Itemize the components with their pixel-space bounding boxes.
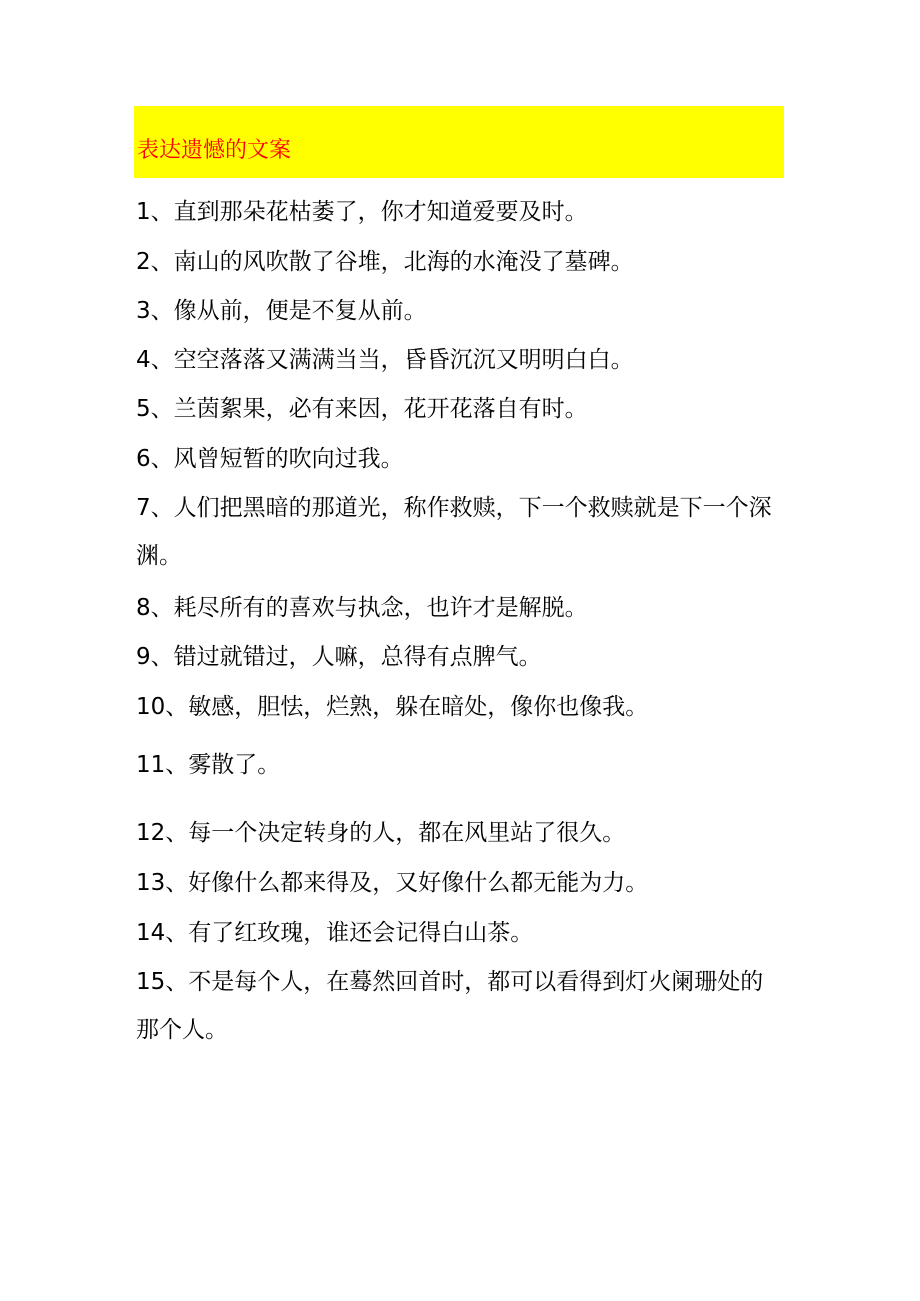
list-item-11: 11、雾散了。 — [136, 752, 281, 778]
list-item-4: 4、空空落落又满满当当，昏昏沉沉又明明白白。 — [136, 347, 634, 373]
list-item-7: 7、人们把黑暗的那道光，称作救赎，下一个救赎就是下一个深渊。 — [136, 495, 772, 569]
document-title: 表达遗憾的文案 — [137, 138, 292, 163]
list-item-1: 1、直到那朵花枯萎了，你才知道爱要及时。 — [136, 199, 588, 225]
list-item-10: 10、敏感，胆怯，烂熟，躲在暗处，像你也像我。 — [136, 694, 649, 720]
list-item-3: 3、像从前，便是不复从前。 — [136, 298, 427, 324]
list-item-13: 13、好像什么都来得及，又好像什么都无能为力。 — [136, 870, 649, 896]
title-highlight-band — [134, 106, 784, 178]
list-item-2: 2、南山的风吹散了谷堆，北海的水淹没了墓碑。 — [136, 249, 634, 275]
list-item-9: 9、错过就错过，人嘛，总得有点脾气。 — [136, 644, 542, 670]
list-item-12: 12、每一个决定转身的人，都在风里站了很久。 — [136, 820, 626, 846]
list-item-14: 14、有了红玫瑰，谁还会记得白山茶。 — [136, 920, 534, 946]
list-item-5: 5、兰茵絮果，必有来因，花开花落自有时。 — [136, 396, 588, 422]
list-item-6: 6、风曾短暂的吹向过我。 — [136, 446, 404, 472]
list-item-15: 15、不是每个人，在蓦然回首时，都可以看得到灯火阑珊处的那个人。 — [136, 969, 764, 1043]
list-item-8: 8、耗尽所有的喜欢与执念，也许才是解脱。 — [136, 595, 588, 621]
